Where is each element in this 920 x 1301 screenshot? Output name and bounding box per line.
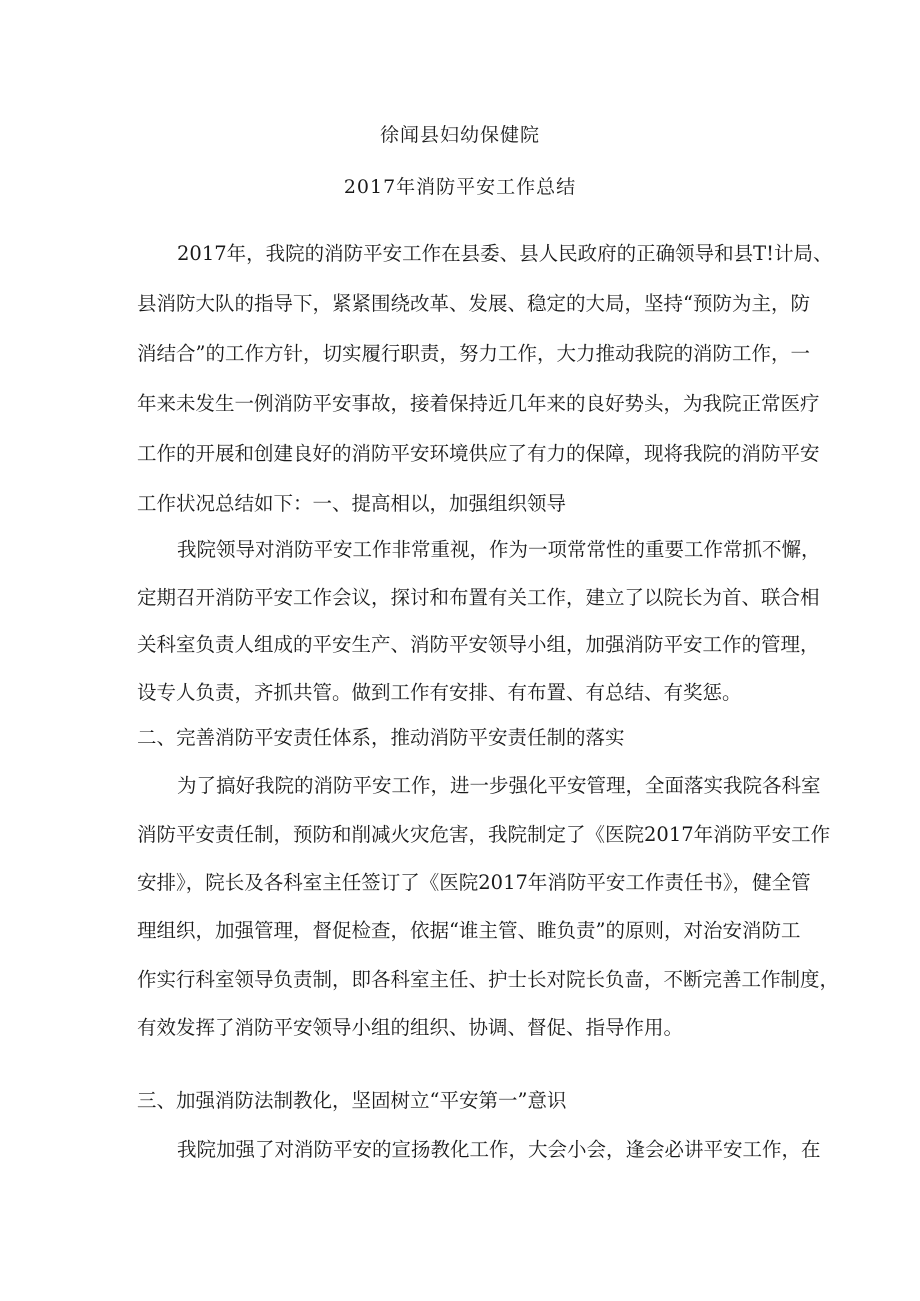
paragraph-line: 我院领导对消防平安工作非常重视，作为一项常常性的重要工作常抓不懈，	[177, 538, 821, 561]
paragraph-line: 消结合”的工作方针，切实履行职责，努力工作，大力推动我院的消防工作，一	[137, 342, 810, 365]
section-heading: 三、加强消防法制教化，坚固树立“平安第一”意识	[137, 1089, 567, 1112]
paragraph-line: 2017年，我院的消防平安工作在县委、县人民政府的正确领导和县T!计局、	[177, 242, 833, 265]
paragraph-line: 县消防大队的指导下，紧紧围绕改革、发展、稳定的大局，坚持“预防为主，防	[137, 292, 810, 315]
paragraph-line: 关科室负责人组成的平安生产、消防平安领导小组，加强消防平安工作的管理，	[137, 633, 820, 656]
paragraph-line: 年来未发生一例消防平安事故，接着保持近几年来的良好势头，为我院正常医疗	[137, 392, 820, 415]
paragraph-line: 有效发挥了消防平安领导小组的组织、协调、督促、指导作用。	[137, 1016, 684, 1039]
paragraph-line: 消防平安责任制，预防和削减火灾危害，我院制定了《医院2017年消防平安工作	[137, 823, 831, 846]
paragraph-line: 作实行科室领导负责制，即各科室主任、护士长对院长负啬，不断完善工作制度，	[137, 968, 840, 991]
paragraph-line: 理组织，加强管理，督促检查，依据“谁主管、睢负责”的原则，对治安消防工	[137, 919, 801, 942]
paragraph-line: 安排》，院长及各科室主任签订了《医院2017年消防平安工作责任书》，健全管	[137, 871, 811, 894]
paragraph-line: 定期召开消防平安工作会议，探讨和布置有关工作，建立了以院长为首、联合相	[137, 586, 820, 609]
paragraph-line: 我院加强了对消防平安的宣扬教化工作，大会小会，逢会必讲平安工作，在	[177, 1138, 821, 1161]
paragraph-line: 工作状况总结如下：一、提高相以，加强组织领导	[137, 492, 567, 515]
paragraph-line: 工作的开展和创建良好的消防平安环境供应了有力的保障，现将我院的消防平安	[137, 442, 820, 465]
paragraph-line: 设专人负责，齐抓共管。做到工作有安排、有布置、有总结、有奖惩。	[137, 681, 742, 704]
paragraph-line: 为了搞好我院的消防平安工作，进一步强化平安管理，全面落实我院各科室	[177, 774, 821, 797]
section-heading: 二、完善消防平安责任体系，推动消防平安责任制的落实	[137, 726, 625, 749]
document-title: 徐闻县妇幼保健院	[379, 124, 540, 146]
document-subtitle: 2017年消防平安工作总结	[343, 176, 577, 198]
